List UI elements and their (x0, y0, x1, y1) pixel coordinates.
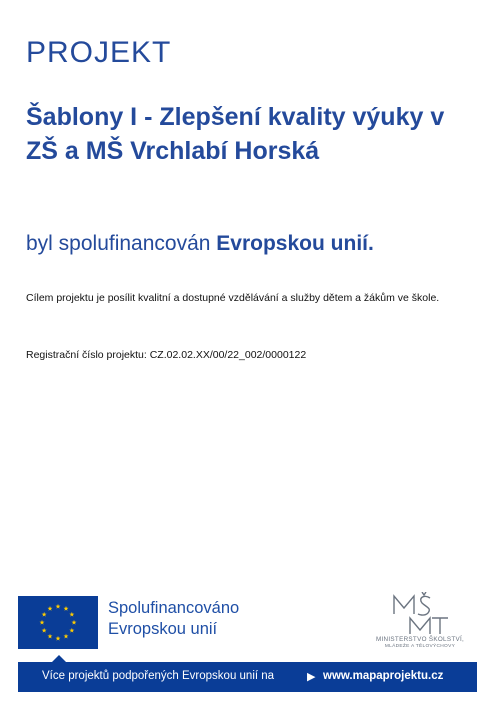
banner-notch (52, 655, 66, 662)
cofunded-prefix: byl spolufinancován (26, 232, 217, 255)
eu-star (42, 612, 47, 617)
registration-number: Registrační číslo projektu: CZ.02.02.XX/00/22_002/0000122 (26, 349, 307, 361)
msmt-logo (360, 592, 480, 656)
overline-label: PROJEKT (26, 36, 172, 69)
eu-flag-icon (18, 596, 98, 649)
eu-star (64, 606, 69, 611)
eu-star (56, 636, 61, 641)
eu-star (42, 628, 47, 633)
footer-text: Více projektů podpořených Evropskou unií na (42, 670, 275, 682)
eu-star (64, 634, 69, 639)
cofunded-emphasis: Evropskou unií. (216, 232, 374, 255)
eu-logo-line2: Evropskou unií (108, 620, 218, 638)
cofunded-statement (26, 232, 374, 256)
eu-star (56, 604, 61, 609)
eu-star (40, 620, 45, 625)
msmt-caption (360, 636, 480, 650)
eu-star (48, 606, 53, 611)
eu-star (48, 634, 53, 639)
eu-star (69, 612, 74, 617)
project-title: Šablony I - Zlepšení kvality výuky v ZŠ a MŠ Vrchlabí Horská (26, 103, 445, 165)
eu-cofunded-logo-text (108, 598, 239, 640)
mapaprojektu-link[interactable]: www.mapaprojektu.cz (323, 670, 444, 682)
msmt-logo-icon (388, 592, 452, 636)
footer-banner[interactable] (18, 662, 477, 692)
eu-star (72, 620, 77, 625)
eu-star (69, 628, 74, 633)
eu-logo-line1: Spolufinancováno (108, 599, 240, 617)
msmt-caption-line1: MINISTERSTVO ŠKOLSTVÍ, (375, 636, 465, 643)
msmt-caption-line2: MLÁDEŽE A TĚLOVÝCHOVY (384, 644, 456, 649)
play-arrow-icon: ▶ (307, 671, 316, 683)
project-aim: Cílem projektu je posílit kvalitní a dostupné vzdělávání a služby dětem a žákům ve škole. (26, 292, 440, 304)
